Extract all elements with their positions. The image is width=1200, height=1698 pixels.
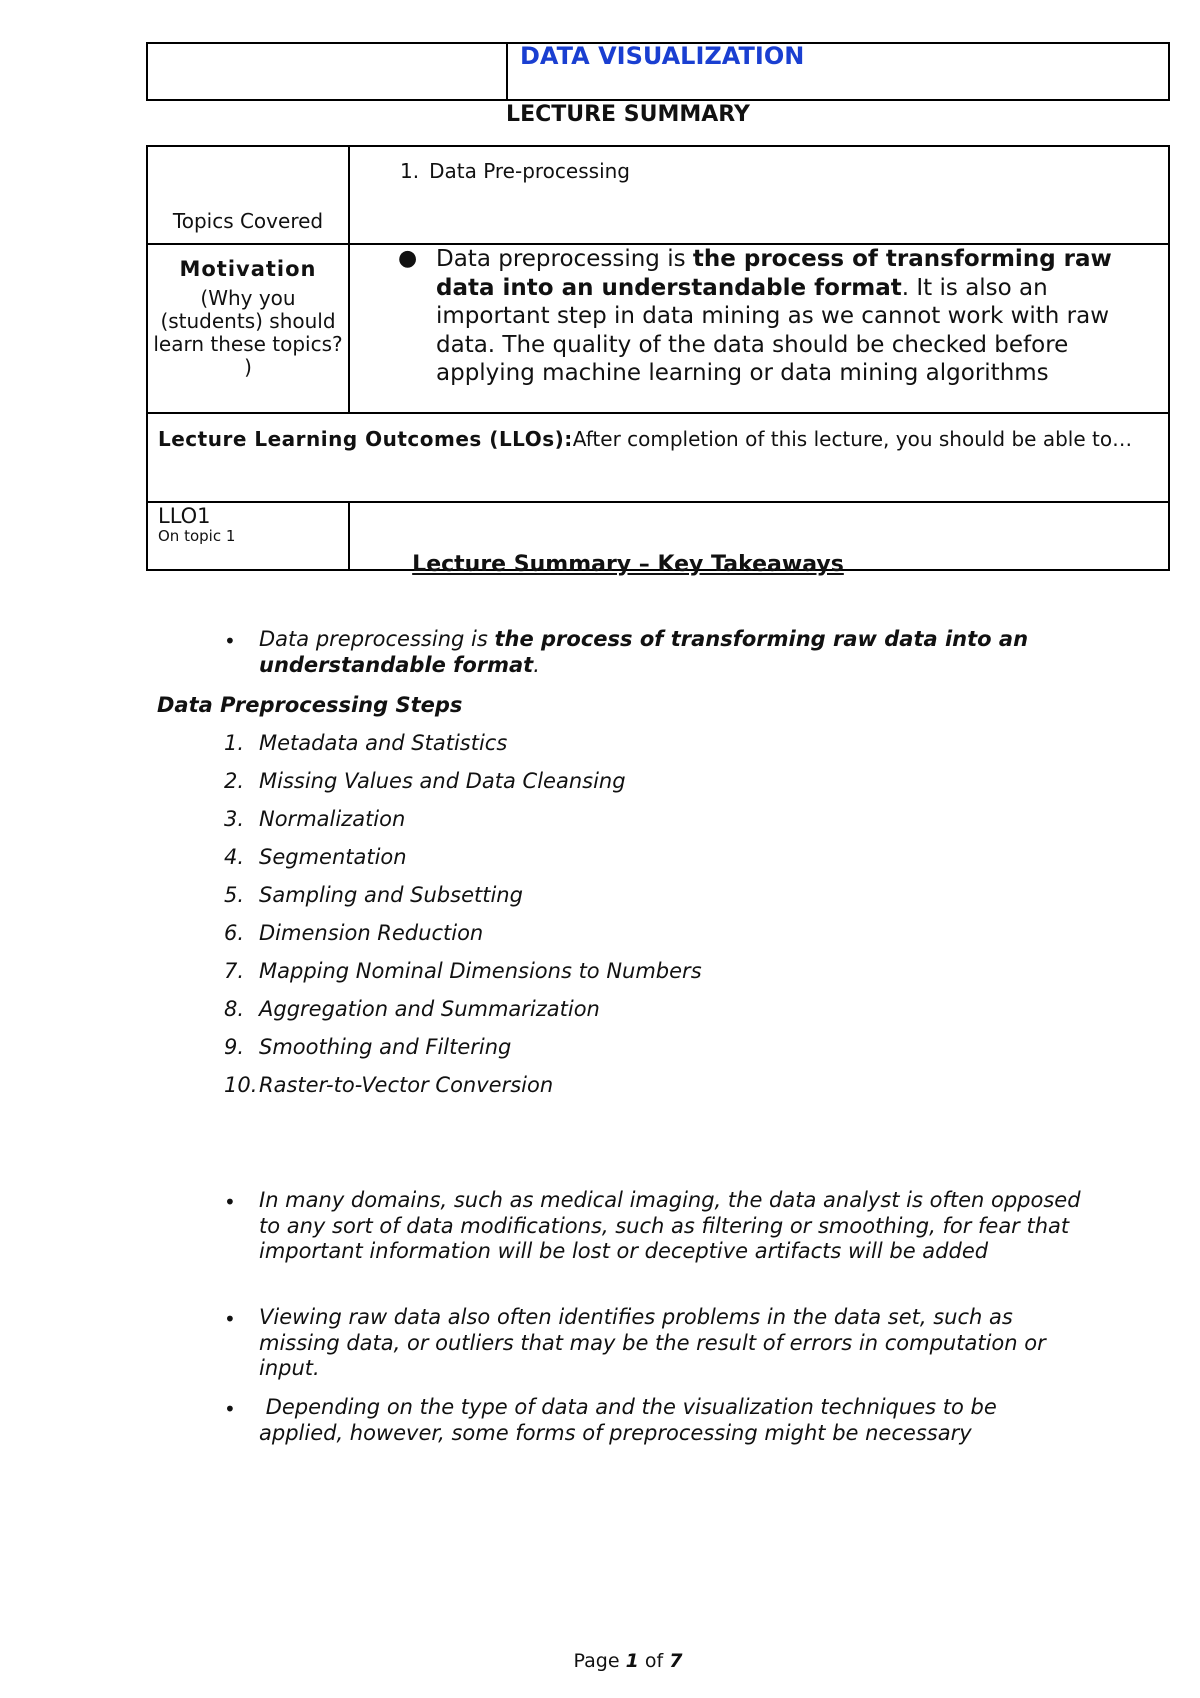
header-divider [506,42,508,101]
step-number: 4. [224,845,245,869]
page-total: 7 [669,1650,683,1672]
step-item [224,731,507,755]
bullet-icon: • [224,1307,236,1331]
topics-value: 1. Data Pre-processing [349,146,1169,244]
step-label: Raster-to-Vector Conversion [259,1073,554,1097]
steps-heading: Data Preprocessing Steps [157,693,463,717]
llo-cell [147,413,1169,502]
page-number: 1 [625,1650,639,1672]
step-label: Mapping Nominal Dimensions to Numbers [259,959,702,983]
step-item [224,1073,553,1097]
step-number: 6. [224,921,245,945]
step-number: 8. [224,997,245,1021]
step-item [224,1035,511,1059]
motivation-text-1: Data preprocessing is [436,246,693,272]
lecture-summary-title: LECTURE SUMMARY [506,102,750,127]
definition-text-1: Data preprocessing is [259,627,495,651]
course-title: DATA VISUALIZATION [520,42,805,70]
step-number: 9. [224,1035,245,1059]
step-number: 7. [224,959,245,983]
step-item [224,845,407,869]
llo-heading: Lecture Learning Outcomes (LLOs): [158,427,573,451]
bullet-icon: • [224,1190,236,1214]
llo1-id: LLO1 [158,504,211,528]
page-footer [0,1650,1200,1672]
llo-intro: After completion of this lecture, you should be able to… [572,427,1133,451]
step-item [224,921,483,945]
page-label: Page [573,1650,620,1672]
definition-text-bold: the process of transforming raw data into an understandable format [259,627,1029,677]
definition-text-2: . [533,652,540,677]
step-item [224,769,626,793]
step-number: 2. [224,769,245,793]
step-label: Missing Values and Data Cleansing [259,769,626,793]
motivation-text-2: . It is also an important step in data mining as we cannot work with raw data. The quality of the data should be checked before applying machine learning or data mining algorithms [436,274,1110,386]
key-takeaways-title: Lecture Summary – Key Takeaways [412,552,844,577]
step-item [224,959,702,983]
llo1-on-topic: On topic 1 [158,527,236,545]
bullet-icon: • [224,1397,236,1421]
step-label: Aggregation and Summarization [259,997,600,1021]
step-label: Sampling and Subsetting [259,883,523,907]
of-label: of [644,1650,664,1672]
step-number: 10. [224,1073,258,1097]
note-item: Viewing raw data also often identifies problems in the data set, such as missing data, or outliers that may be the result of errors in computation or input. [259,1305,1046,1380]
step-number: 3. [224,807,245,831]
step-label: Metadata and Statistics [259,731,508,755]
step-item [224,883,523,907]
note-item: In many domains, such as medical imaging, the data analyst is often opposed to any sort of data modifications, such as filtering or smoothing, for fear that important information will be lost or deceptive artifacts will be added [259,1188,1081,1263]
step-label: Normalization [259,807,406,831]
step-item [224,807,405,831]
step-number: 5. [224,883,245,907]
note-item: Depending on the type of data and the visualization techniques to be applied, however, some forms of preprocessing might be necessary [259,1395,1004,1445]
motivation-cell [147,244,349,413]
topics-label: Topics Covered [147,146,349,244]
step-label: Dimension Reduction [259,921,484,945]
step-item [224,997,600,1021]
bullet-icon: ● [398,246,418,271]
lecture-summary-table [146,145,1170,571]
step-label: Smoothing and Filtering [259,1035,512,1059]
step-label: Segmentation [259,845,407,869]
motivation-label: Motivation [179,257,317,281]
step-number: 1. [224,731,245,755]
definition-text [259,627,1059,678]
motivation-text-bold: the process of transforming raw data into an understandable format [436,246,1112,301]
bullet-icon: • [224,629,236,653]
motivation-text [349,244,1169,413]
motivation-sub: (Why you (students) should learn these topics? ) [153,286,343,379]
